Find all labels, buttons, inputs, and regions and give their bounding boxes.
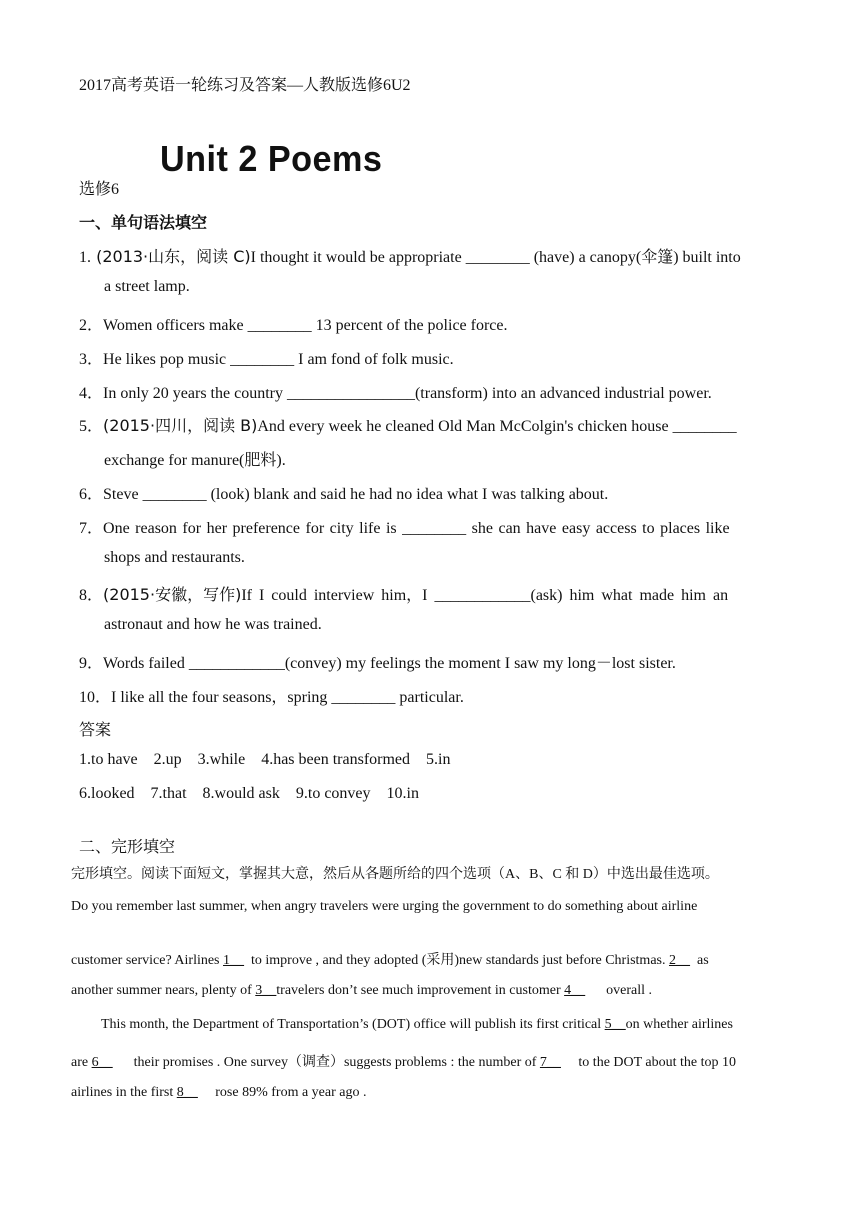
question-number: 9． <box>79 655 104 672</box>
question-8 <box>79 582 728 605</box>
question-number: 6． <box>79 486 104 503</box>
passage-text: rose 89% from a year ago . <box>197 1085 367 1100</box>
question-10 <box>79 684 464 707</box>
question-8-continuation: astronaut and how he was trained. <box>104 616 322 633</box>
question-5 <box>79 413 737 436</box>
blank-7: 7__ <box>539 1055 561 1070</box>
section2-heading: 二、完形填空 <box>79 839 176 856</box>
question-text: Words failed ____________(convey) my feelings the moment I saw my long－lost sister. <box>103 655 676 672</box>
question-number: 1. <box>79 249 91 266</box>
question-number: 5． <box>79 418 104 435</box>
section1-heading: 一、单句语法填空 <box>79 213 208 232</box>
question-5-continuation: exchange for manure(肥料). <box>104 452 286 469</box>
question-3 <box>79 346 454 369</box>
question-text: In only 20 years the country ________________(transform) into an advanced industrial power. <box>103 385 712 402</box>
section2-instruction: 完形填空。阅读下面短文，掌握其大意，然后从各题所给的四个选项（A、B、C 和 D）中选出最佳选项。 <box>71 867 719 882</box>
question-text: One reason for her preference for city life is ________ she can have easy access to places like <box>103 520 730 537</box>
passage-line-5 <box>71 1035 736 1071</box>
question-text: Steve ________ (look) blank and said he had no idea what I was talking about. <box>103 486 609 503</box>
passage-line-1: Do you remember last summer, when angry travelers were urging the government to do something about airline <box>71 899 698 914</box>
question-9 <box>79 650 676 673</box>
passage-text: on whether airlines <box>625 1017 733 1032</box>
passage-line-2 <box>71 933 709 969</box>
blank-5: 5__ <box>604 1017 626 1032</box>
blank-3: 3__ <box>255 983 277 998</box>
passage-line-3 <box>71 967 652 999</box>
answers-line-2: 6.looked 7.that 8.would ask 9.to convey 10.in <box>79 785 419 802</box>
question-2 <box>79 312 508 335</box>
question-source: (2015·安徽，写作) <box>103 585 242 604</box>
question-text: Women officers make ________ 13 percent of the police force. <box>103 317 508 334</box>
question-text: And every week he cleaned Old Man McColgin's chicken house ________ <box>257 418 737 435</box>
module-label: 选修6 <box>79 181 120 198</box>
blank-1: 1__ <box>223 953 245 968</box>
passage-line-4 <box>101 1001 733 1033</box>
question-7-continuation: shops and restaurants. <box>104 549 245 566</box>
question-number: 8． <box>79 587 104 604</box>
passage-text: as <box>689 953 709 968</box>
passage-text: customer service? Airlines <box>71 953 224 968</box>
passage-text: airlines in the first <box>71 1085 177 1100</box>
passage-line-6 <box>71 1069 366 1101</box>
question-1 <box>79 244 741 267</box>
question-number: 3． <box>79 351 104 368</box>
passage-text: to improve , and they adopted (采用)new standards just before Christmas. <box>244 953 669 968</box>
question-text: I like all the four seasons，spring ________ particular. <box>111 689 464 706</box>
question-source: (2013·山东，阅读 C) <box>91 247 251 266</box>
blank-8: 8__ <box>176 1085 198 1100</box>
answers-line-1: 1.to have 2.up 3.while 4.has been transformed 5.in <box>79 751 451 768</box>
passage-text: travelers don’t see much improvement in customer <box>276 983 565 998</box>
question-1-continuation: a street lamp. <box>104 278 190 295</box>
page-header: 2017高考英语一轮练习及答案—人教版选修6U2 <box>79 77 411 94</box>
blank-6: 6__ <box>91 1055 113 1070</box>
passage-text: another summer nears, plenty of <box>71 983 256 998</box>
blank-4: 4__ <box>564 983 586 998</box>
passage-text: This month, the Department of Transportation’s (DOT) office will publish its first critical <box>101 1017 605 1032</box>
question-4 <box>79 380 712 403</box>
question-text: He likes pop music ________ I am fond of folk music. <box>103 351 454 368</box>
passage-text: to the DOT about the top 10 <box>560 1055 737 1070</box>
blank-2: 2__ <box>668 953 690 968</box>
question-source: (2015·四川，阅读 B) <box>103 416 258 435</box>
question-number: 4． <box>79 385 104 402</box>
question-7 <box>79 515 730 538</box>
answers-heading: 答案 <box>79 720 112 739</box>
question-number: 7． <box>79 520 104 537</box>
question-6 <box>79 481 608 504</box>
passage-text: overall . <box>585 983 652 998</box>
question-text: If I could interview him，I ____________(ask) him what made him an <box>241 587 729 604</box>
passage-text: their promises . One survey（调查）suggests problems : the number of <box>112 1055 540 1070</box>
unit-title: Unit 2 Poems <box>160 138 383 179</box>
passage-text: are <box>71 1055 92 1070</box>
question-text: I thought it would be appropriate ________ (have) a canopy(伞篷) built into <box>250 249 741 266</box>
question-number: 2． <box>79 317 104 334</box>
question-number: 10． <box>79 689 112 706</box>
